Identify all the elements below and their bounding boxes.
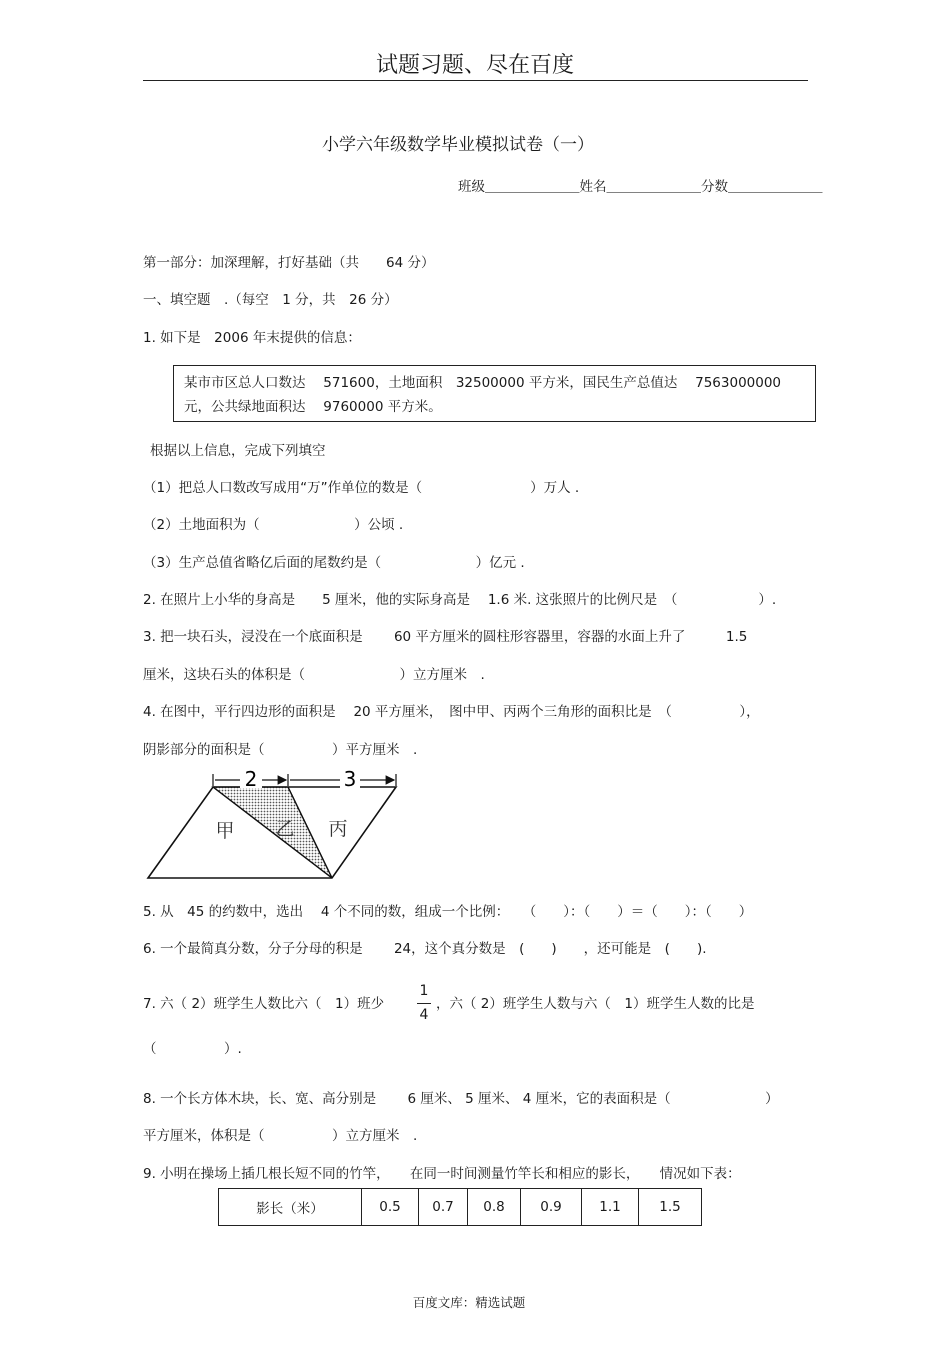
section-1-heading: 一、填空题 .（每空 1 分，共 26 分）	[143, 292, 398, 308]
figure-label-bing: 丙	[328, 818, 348, 840]
question-6: 6. 一个最简真分数，分子分母的积是 24，这个真分数是 ( ) ，还可能是 ( ).	[143, 941, 707, 957]
question-1-sub-3: （3）生产总值省略亿后面的尾数约是（ ）亿元 .	[143, 555, 525, 571]
question-1-sub-1: （1）把总人口数改写成用“万”作单位的数是（ ）万人 .	[143, 480, 580, 496]
question-8-line-2: 平方厘米，体积是（ ）立方厘米 .	[143, 1128, 418, 1144]
table-row	[219, 1189, 702, 1226]
table-cell: 1.1	[582, 1189, 639, 1226]
table-cell: 0.9	[521, 1189, 582, 1226]
shadow-length-table	[218, 1188, 702, 1226]
table-cell: 0.7	[419, 1189, 468, 1226]
question-7-part-a: 7. 六（ 2）班学生人数比六（ 1）班少	[143, 996, 385, 1012]
part-1-heading: 第一部分：加深理解，打好基础（共 64 分）	[143, 255, 435, 271]
student-info-line: 班级＿＿＿＿＿＿＿姓名＿＿＿＿＿＿＿分数＿＿＿＿＿＿＿	[458, 179, 823, 195]
info-box-line-2: 元，公共绿地面积达 9760000 平方米。	[184, 399, 442, 415]
question-9-stem: 9. 小明在操场上插几根长短不同的竹竿， 在同一时间测量竹竿长和相应的影长， 情况如下表：	[143, 1166, 741, 1182]
fraction-numerator: 1	[419, 983, 429, 999]
question-3-line-1: 3. 把一块石头，浸没在一个底面积是 60 平方厘米的圆柱形容器里，容器的水面上升了 1.5	[143, 629, 748, 645]
header-divider	[143, 80, 808, 81]
header-title: 试题习题、尽在百度	[375, 53, 574, 78]
question-1-stem: 1. 如下是 2006 年末提供的信息：	[143, 330, 361, 346]
info-box-line-1: 某市市区总人口数达 571600，土地面积 32500000 平方米，国民生产总值达 7563000000	[184, 375, 782, 391]
question-5: 5. 从 45 的约数中，选出 4 个不同的数，组成一个比例： （ ）：（ ）＝（ ）：（ ）	[143, 904, 753, 920]
question-3-line-2: 厘米，这块石头的体积是（ ）立方厘米 .	[143, 667, 485, 683]
question-1-intro: 根据以上信息，完成下列填空	[150, 443, 326, 459]
question-4-line-1: 4. 在图中，平行四边形的面积是 20 平方厘米， 图中甲、丙两个三角形的面积比是 （ ），	[143, 704, 760, 720]
table-cell: 0.8	[468, 1189, 521, 1226]
figure-label-yi: 乙	[275, 818, 295, 840]
question-7-part-b: ，六（ 2）班学生人数与六（ 1）班学生人数的比是	[436, 996, 755, 1012]
row-label: 影长（米）	[219, 1189, 362, 1226]
figure-label-3: 3	[343, 767, 357, 791]
table-cell: 1.5	[639, 1189, 702, 1226]
info-box	[173, 365, 816, 422]
question-7-line-2: （ ）.	[143, 1041, 242, 1057]
document-title: 小学六年级数学毕业模拟试卷（一）	[322, 135, 594, 155]
figure-label-2: 2	[244, 767, 258, 791]
question-8-line-1: 8. 一个长方体木块，长、宽、高分别是 6 厘米、 5 厘米、 4 厘米，它的表面积是（ ）	[143, 1091, 779, 1107]
fraction-denominator: 4	[419, 1007, 429, 1023]
question-2: 2. 在照片上小华的身高是 5 厘米，他的实际身高是 1.6 米. 这张照片的比例尺是 （ ）.	[143, 592, 777, 608]
table-cell: 0.5	[362, 1189, 419, 1226]
parallelogram-figure	[140, 762, 400, 892]
question-4-line-2: 阴影部分的面积是（ ）平方厘米 .	[143, 742, 418, 758]
question-1-sub-2: （2）土地面积为（ ）公顷 .	[143, 517, 404, 533]
figure-label-jia: 甲	[215, 820, 235, 842]
fraction-one-quarter	[414, 983, 434, 1025]
page-footer: 百度文库：精选试题	[412, 1295, 526, 1310]
